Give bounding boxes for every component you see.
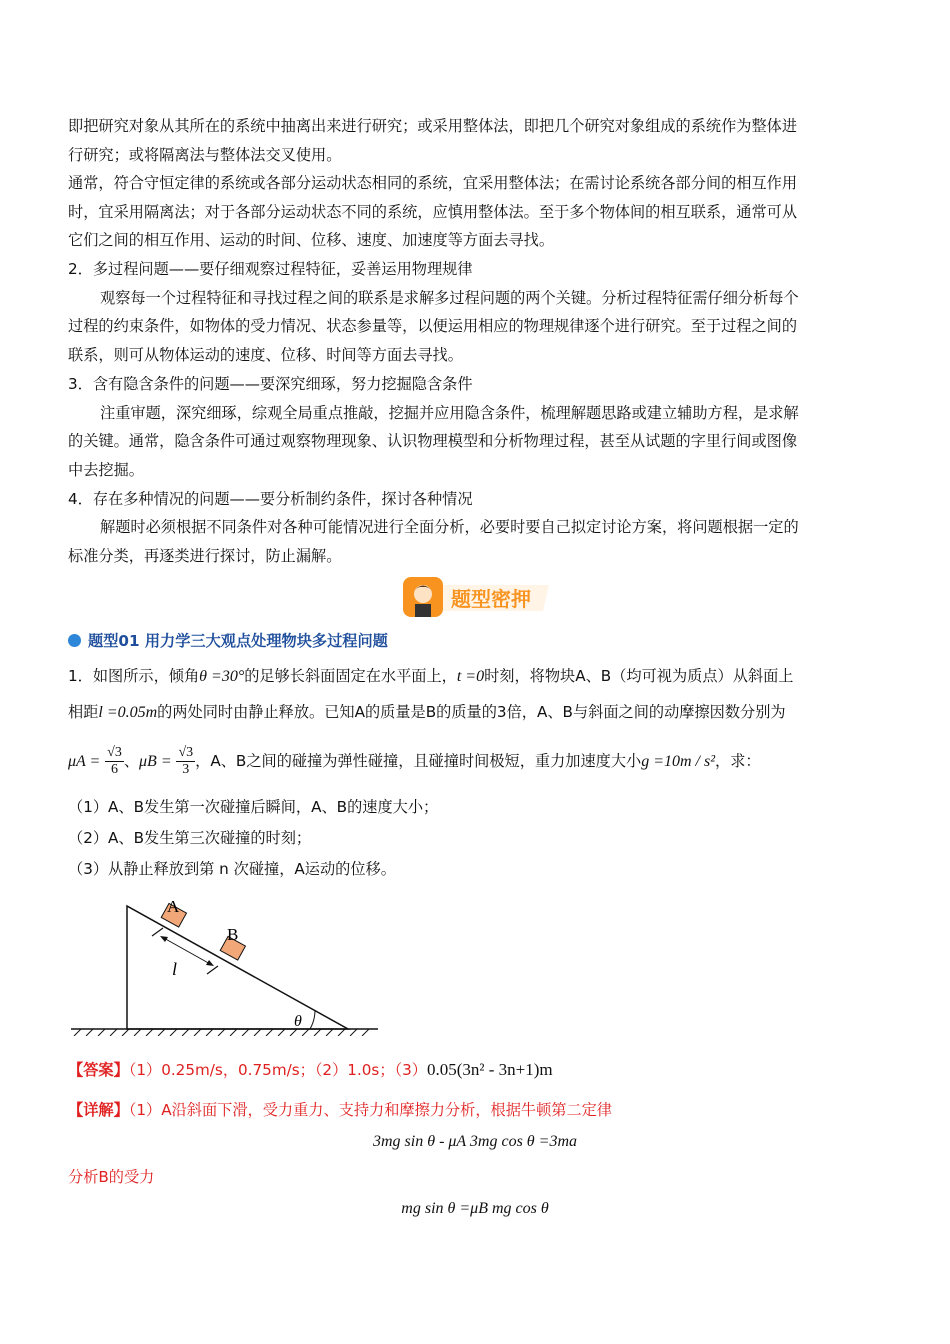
section-bullet-icon	[68, 634, 81, 647]
distance-arrow	[162, 937, 212, 965]
problem-text: 的足够长斜面固定在水平面上，	[244, 667, 457, 685]
separator: 、	[123, 752, 140, 770]
arrow-head-right	[206, 960, 214, 966]
problem-text: 1．如图所示，倾角	[68, 667, 200, 685]
question-2: （2）A、B发生第三次碰撞的时刻；	[68, 829, 312, 847]
marker-b	[207, 966, 218, 974]
g-value: g =10m / s²	[641, 753, 716, 770]
detail-line	[68, 1100, 883, 1120]
mu-b-symbol: μB =	[139, 753, 172, 770]
l-value: l =0.05m	[98, 704, 158, 721]
marker-a	[152, 928, 163, 936]
problem-text: ，A、B之间的碰撞为弹性碰撞，且碰撞时间极短，重力加速度大小	[195, 752, 642, 770]
section-title	[88, 631, 903, 651]
paragraph-line: 通常，符合守恒定律的系统或各部分运动状态相同的系统，宜采用整体法；在需讨论系统各部分间的相互作用	[68, 174, 797, 192]
problem-line-1	[68, 666, 883, 687]
paragraph-line: 联系，则可从物体运动的速度、位移、时间等方面去寻找。	[68, 346, 463, 364]
problem-text: 相距	[68, 703, 99, 721]
equation-1: 3mg sin θ - μA 3mg cos θ =3ma	[372, 1133, 578, 1150]
mu-a-symbol: μA =	[68, 753, 101, 770]
paragraph-line: 过程的约束条件，如物体的受力情况、状态参量等，以便运用相应的物理规律逐个进行研究。至于过程之间的	[68, 317, 797, 335]
paragraph-line: 行研究；或将隔离法与整体法交叉使用。	[68, 146, 342, 164]
paragraph-line: 即把研究对象从其所在的系统中抽离出来进行研究；或采用整体法，即把几个研究对象组成的系统作为整体进	[68, 117, 797, 135]
paragraph-line: 时，宜采用隔离法；对于各部分运动状态不同的系统，应慎用整体法。至于多个物体间的相互联系，通常可从	[68, 203, 797, 221]
paragraph-line: 标准分类，再逐类进行探讨，防止漏解。	[68, 547, 342, 565]
label-theta: θ	[294, 1013, 302, 1030]
heading-3: 3．含有隐含条件的问题——要深究细琢，努力挖掘隐含条件	[68, 375, 473, 393]
banner-text: 题型密押	[451, 587, 531, 611]
incline-figure	[66, 888, 386, 1036]
t-value: t =0	[456, 668, 485, 685]
label-l: l	[172, 959, 178, 979]
heading-4: 4．存在多种情况的问题——要分析制约条件，探讨各种情况	[68, 490, 473, 508]
section-title-text: 用力学三大观点处理物块多过程问题	[144, 632, 388, 650]
equation-2: mg sin θ =μB mg cos θ	[401, 1200, 549, 1217]
paragraph-line: 观察每一个过程特征和寻找过程之间的联系是求解多过程问题的两个关键。分析过程特征需仔细分析每个	[100, 289, 799, 307]
problem-text: 时刻，将物块A、B（均可视为质点）从斜面上	[484, 667, 794, 685]
theta-value: θ =30°	[199, 668, 245, 685]
paragraph-line: 它们之间的相互作用、运动的时间、位移、速度、加速度等方面去寻找。	[68, 231, 554, 249]
mu-a-fraction	[105, 745, 124, 778]
arrow-head-left	[160, 936, 168, 942]
mu-a-numerator: √3	[107, 745, 122, 760]
question-3: （3）从静止释放到第 n 次碰撞，A运动的位移。	[68, 860, 396, 878]
problem-line-2	[68, 702, 883, 723]
question-1: （1）A、B发生第一次碰撞后瞬间，A、B的速度大小；	[68, 798, 439, 816]
mu-b-denominator: 3	[182, 762, 190, 777]
paragraph-line: 中去挖掘。	[68, 461, 144, 479]
ground-hatching	[74, 1029, 369, 1036]
answer-formula: 0.05(3n² - 3n+1)m	[426, 1060, 553, 1079]
paragraph-line: 解题时必须根据不同条件对各种可能情况进行全面分析，必要时要自己拟定讨论方案，将问题根据一定的	[100, 518, 799, 536]
answer-tag: 【答案】	[68, 1061, 129, 1079]
detail-tag: 【详解】	[68, 1101, 129, 1119]
teacher-suit-icon	[415, 604, 431, 617]
answer-text: （1）0.25m/s，0.75m/s；（2）1.0s；（3）	[128, 1061, 427, 1079]
answer-line	[68, 1060, 883, 1080]
label-a: A	[167, 897, 180, 916]
paragraph-line: 的关键。通常，隐含条件可通过观察物理现象、认识物理模型和分析物理过程，甚至从试题的字里行间或图像	[68, 432, 797, 450]
paragraph-line: 注重审题，深究细琢，综观全局重点推敲，挖掘并应用隐含条件，梳理解题思路或建立辅助方程，是求解	[100, 404, 799, 422]
b-force-label: 分析B的受力	[68, 1168, 155, 1186]
detail-text: （1）A沿斜面下滑，受力重力、支持力和摩擦力分析，根据牛顿第二定律	[128, 1101, 613, 1119]
mu-b-numerator: √3	[178, 745, 194, 760]
label-b: B	[227, 925, 239, 944]
section-tag: 题型01	[88, 632, 140, 650]
angle-arc	[310, 1010, 315, 1029]
mu-b-fraction	[176, 745, 195, 778]
mu-a-denominator: 6	[110, 762, 118, 777]
problem-text: 的两处同时由静止释放。已知A的质量是B的质量的3倍，A、B与斜面之间的动摩擦因数分别为	[157, 703, 786, 721]
teacher-face-icon	[414, 585, 432, 603]
problem-text: ，求：	[715, 752, 761, 770]
section-banner	[403, 577, 551, 617]
heading-2: 2．多过程问题——要仔细观察过程特征，妥善运用物理规律	[68, 260, 473, 278]
problem-line-3	[68, 739, 883, 783]
banner-graphic	[403, 577, 551, 617]
